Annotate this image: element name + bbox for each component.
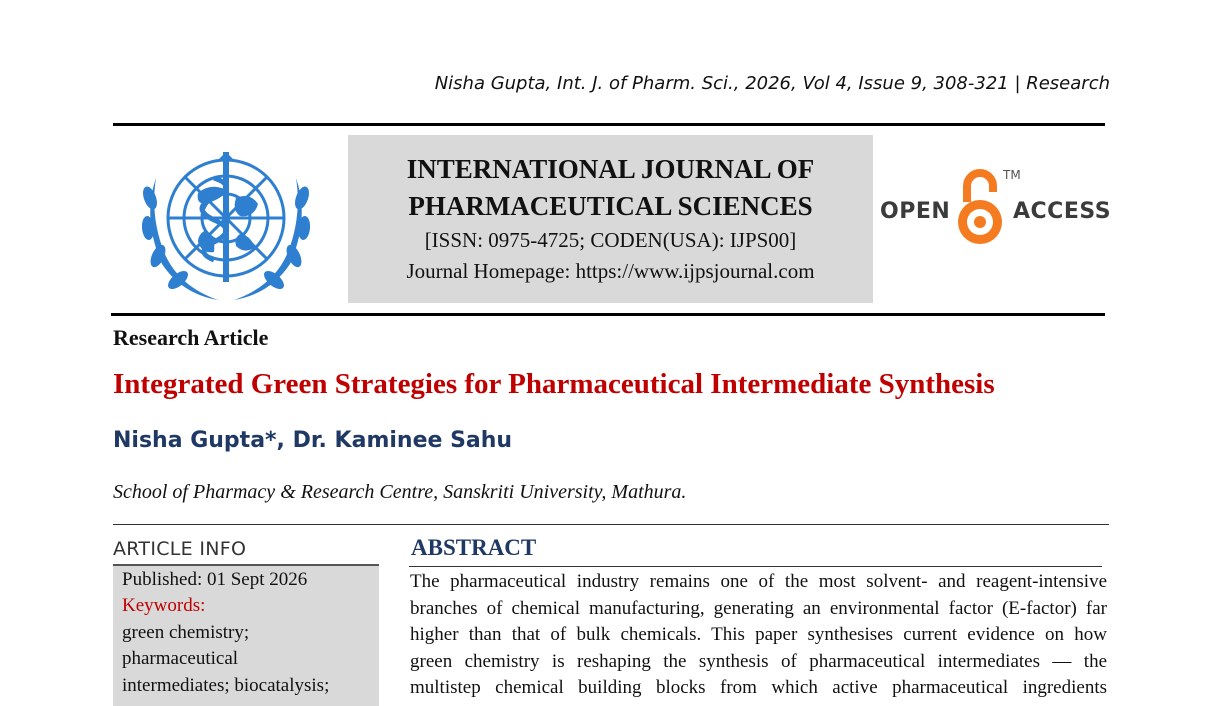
- abstract-line: green chemistry is reshaping the synthesis of pharmaceutical intermediates — the: [410, 650, 1107, 672]
- open-access-trademark: TM: [1003, 168, 1021, 182]
- abstract-line: higher than that of bulk chemicals. This paper synthesises current evidence on how: [410, 624, 1107, 645]
- journal-masthead: [348, 135, 873, 303]
- open-access-word-access: ACCESS: [1013, 199, 1112, 224]
- article-info-heading: ARTICLE INFO: [113, 538, 247, 560]
- journal-emblem-icon: [128, 138, 324, 306]
- article-type: Research Article: [113, 325, 269, 350]
- article-title: Integrated Green Strategies for Pharmaceutical Intermediate Synthesis: [113, 368, 995, 400]
- keywords-label: Keywords:: [122, 595, 206, 616]
- abstract-heading: ABSTRACT: [411, 535, 537, 560]
- keyword-line: intermediates; biocatalysis;: [122, 675, 330, 696]
- keyword-line: pharmaceutical: [122, 648, 239, 669]
- author-affiliation: School of Pharmacy & Research Centre, Sanskriti University, Mathura.: [113, 481, 687, 503]
- abstract-line: The pharmaceutical industry remains one of the most solvent- and reagent-intensive: [410, 571, 1107, 592]
- abstract-line: branches of chemical manufacturing, generating an environmental factor (E-factor) far: [410, 597, 1107, 619]
- abstract-line: multistep chemical building blocks from which active pharmaceutical ingredients: [410, 677, 1107, 698]
- open-access-word-open: OPEN: [880, 199, 951, 224]
- section-divider: [113, 524, 1109, 525]
- published-date: Published: 01 Sept 2026: [122, 569, 308, 590]
- keyword-line: green chemistry;: [122, 622, 250, 643]
- article-info-box: [113, 566, 379, 706]
- header-bottom-rule: [111, 313, 1105, 316]
- open-access-lock-icon: [953, 164, 1007, 250]
- abstract-text: [410, 569, 1107, 702]
- abstract-rule: [409, 566, 1102, 567]
- header-top-rule: [113, 123, 1105, 126]
- citation-header: Nisha Gupta, Int. J. of Pharm. Sci., 2026, Vol 4, Issue 9, 308-321 | Research: [434, 73, 1110, 94]
- journal-title-line1: INTERNATIONAL JOURNAL OF: [406, 154, 815, 184]
- journal-issn: [ISSN: 0975-4725; CODEN(USA): IJPS00]: [424, 228, 797, 252]
- journal-homepage: Journal Homepage: https://www.ijpsjournal.com: [406, 259, 815, 283]
- journal-title-line2: PHARMACEUTICAL SCIENCES: [408, 191, 813, 221]
- article-authors: Nisha Gupta*, Dr. Kaminee Sahu: [113, 428, 513, 453]
